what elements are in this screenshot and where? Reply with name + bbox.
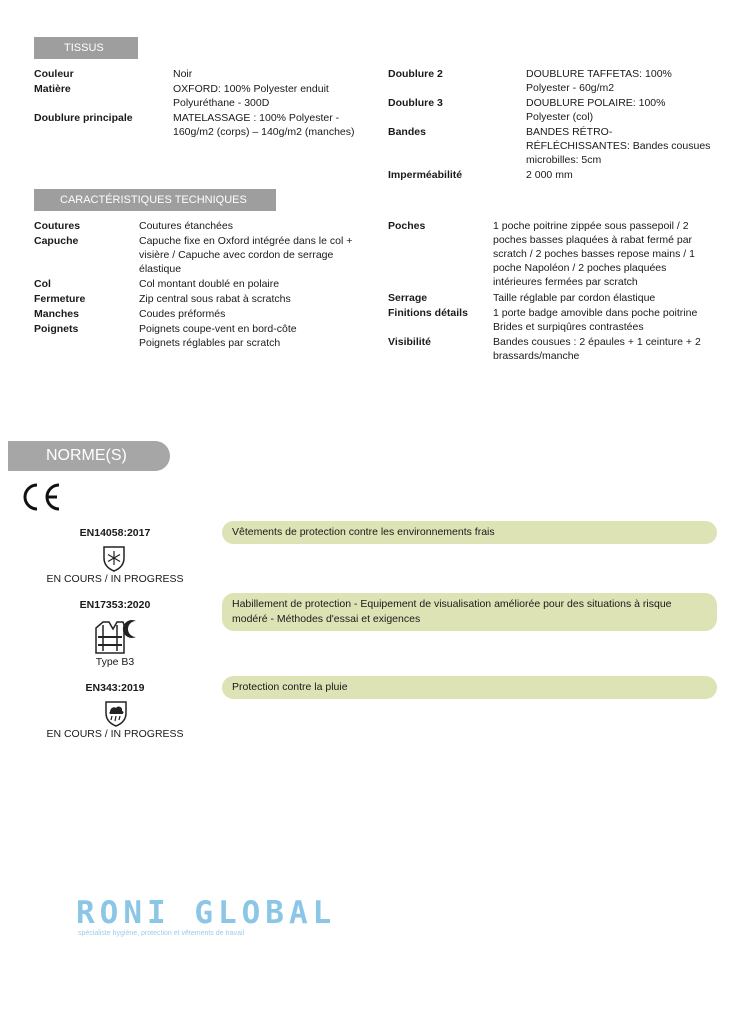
field-value-doublure-2: DOUBLURE TAFFETAS: 100% Polyester - 60g/m2: [526, 68, 672, 94]
field-value-couleur: Noir: [173, 68, 193, 80]
norm-description-en343: Protection contre la pluie: [222, 676, 717, 699]
section-header-caracteristiques: CARACTÉRISTIQUES TECHNIQUES: [34, 189, 276, 211]
field-value-doublure-principale: MATELASSAGE : 100% Polyester - 160g/m2 (corps) – 140g/m2 (manches): [173, 112, 355, 138]
field-label-impermeabilite: Imperméabilité: [388, 169, 463, 181]
section-header-normes: NORME(S): [8, 441, 170, 471]
field-label-fermeture: Fermeture: [34, 293, 86, 305]
norm-type-en17353: Type B3: [95, 656, 135, 668]
section-header-tissus: TISSUS: [34, 37, 138, 59]
field-label-bandes: Bandes: [388, 126, 426, 138]
field-value-finitions: 1 porte badge amovible dans poche poitrine Brides et surpiqûres contrastées: [493, 307, 698, 333]
field-value-visibilite: Bandes cousues : 2 épaules + 1 ceinture + 2 brassards/manche: [493, 336, 701, 362]
norm-description-en17353: Habillement de protection - Equipement de visualisation améliorée pour des situations à risque modéré - Méthodes d'essai et exigences: [222, 593, 717, 631]
field-label-manches: Manches: [34, 308, 79, 320]
norm-status-en14058: EN COURS / IN PROGRESS: [46, 573, 184, 585]
cold-protection-icon: [101, 544, 127, 572]
field-value-capuche: Capuche fixe en Oxford intégrée dans le col + visière / Capuche avec cordon de serrage élastique: [139, 235, 353, 275]
norm-code-en17353: EN17353:2020: [79, 599, 151, 611]
field-value-fermeture: Zip central sous rabat à scratchs: [139, 293, 291, 305]
high-visibility-icon: [92, 617, 138, 655]
field-label-serrage: Serrage: [388, 292, 428, 304]
field-label-finitions: Finitions détails: [388, 307, 468, 319]
field-value-manches: Coudes préformés: [139, 308, 226, 320]
field-value-col: Col montant doublé en polaire: [139, 278, 280, 290]
field-value-poches: 1 poche poitrine zippée sous passepoil / 2 poches basses plaquées à rabat fermé par scratch / 2 poches basses repose mains / 1 poche Napoléon / 2 poches plaquées intérieures fermées par scratch: [493, 220, 695, 288]
ce-mark-icon: [20, 482, 62, 512]
field-label-poches: Poches: [388, 220, 426, 232]
norm-code-en14058: EN14058:2017: [79, 527, 151, 539]
field-label-capuche: Capuche: [34, 235, 79, 247]
field-label-doublure-2: Doublure 2: [388, 68, 443, 80]
rain-protection-icon: [103, 699, 129, 727]
field-label-col: Col: [34, 278, 51, 290]
norm-description-en14058: Vêtements de protection contre les environnements frais: [222, 521, 717, 544]
field-value-serrage: Taille réglable par cordon élastique: [493, 292, 656, 304]
brand-tagline: spécialiste hygiène, protection et vêtements de travail: [78, 930, 245, 937]
field-value-bandes: BANDES RÉTRO- RÉFLÉCHISSANTES: Bandes cousues microbilles: 5cm: [526, 126, 711, 166]
brand-logo: RONI GLOBAL: [76, 895, 337, 931]
norm-status-en343: EN COURS / IN PROGRESS: [46, 728, 184, 740]
field-value-impermeabilite: 2 000 mm: [526, 169, 573, 181]
field-label-doublure-3: Doublure 3: [388, 97, 443, 109]
field-label-couleur: Couleur: [34, 68, 74, 80]
field-value-coutures: Coutures étanchées: [139, 220, 233, 232]
field-value-matiere: OXFORD: 100% Polyester enduit Polyuréthane - 300D: [173, 83, 329, 109]
field-label-poignets: Poignets: [34, 323, 79, 335]
field-label-doublure-principale: Doublure principale: [34, 112, 133, 124]
field-value-poignets: Poignets coupe-vent en bord-côte Poignets réglables par scratch: [139, 323, 297, 349]
field-label-matiere: Matière: [34, 83, 71, 95]
field-label-coutures: Coutures: [34, 220, 81, 232]
field-value-doublure-3: DOUBLURE POLAIRE: 100% Polyester (col): [526, 97, 666, 123]
field-label-visibilite: Visibilité: [388, 336, 431, 348]
norm-code-en343: EN343:2019: [85, 682, 145, 694]
